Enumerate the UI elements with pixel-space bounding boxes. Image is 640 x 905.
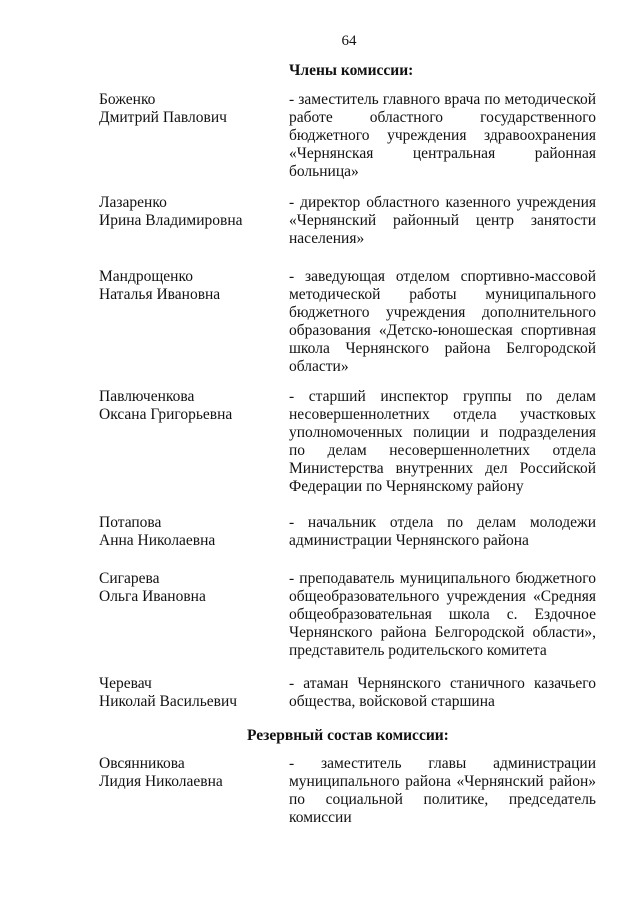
member-surname: Потапова <box>99 514 162 531</box>
member-role: - преподаватель муниципального бюджетного общеобразовательного учреждения «Средняя общеобразовательная школа с. Ездочное Чернянского района Белгородской области», представитель родительского комитета <box>289 570 596 659</box>
member-name <box>99 194 279 230</box>
member-role: - начальник отдела по делам молодежи администрации Чернянского района <box>289 514 596 549</box>
member-surname: Павлюченкова <box>99 388 195 405</box>
members-heading: Члены комиссии: <box>289 62 414 79</box>
reserve-given-names: Лидия Николаевна <box>99 773 223 790</box>
member-surname: Мандрощенко <box>99 268 193 285</box>
member-surname: Черевач <box>99 675 152 692</box>
member-name <box>99 268 279 304</box>
member-role: - заместитель главного врача по методической работе областного государственного бюджетного учреждения здравоохранения «Чернянская центральная районная больница» <box>289 91 596 180</box>
member-given-names: Оксана Григорьевна <box>99 406 233 423</box>
member-given-names: Наталья Ивановна <box>99 286 221 303</box>
member-surname: Лазаренко <box>99 194 167 211</box>
member-role: - директор областного казенного учреждения «Чернянский районный центр занятости населения» <box>289 194 596 247</box>
member-surname: Боженко <box>99 91 156 108</box>
reserve-name <box>99 755 279 791</box>
member-name <box>99 388 279 424</box>
member-name <box>99 570 279 606</box>
page-number: 64 <box>341 33 357 49</box>
member-given-names: Николай Васильевич <box>99 693 238 710</box>
reserve-role: - заместитель главы администрации муниципального района «Чернянский район» по социальной политике, председатель комиссии <box>289 755 596 826</box>
member-name <box>99 91 279 127</box>
member-role: - атаман Чернянского станичного казачьего общества, войсковой старшина <box>289 675 596 710</box>
member-role: - старший инспектор группы по делам несовершеннолетних отдела участковых уполномоченных полиции и подразделения по делам несовершеннолетних отдела Министерства внутренних дел Российской Федерации по Чернянскому району <box>289 388 596 495</box>
member-role: - заведующая отделом спортивно-массовой методической работы муниципального бюджетного учреждения дополнительного образования «Детско-юношеская спортивная школа Чернянского района Белгородской области» <box>289 268 596 375</box>
member-given-names: Ирина Владимировна <box>99 212 243 229</box>
reserve-surname: Овсянникова <box>99 755 185 772</box>
member-given-names: Ольга Ивановна <box>99 588 206 605</box>
member-given-names: Дмитрий Павлович <box>99 109 227 126</box>
member-name <box>99 514 279 550</box>
member-name <box>99 675 279 711</box>
member-surname: Сигарева <box>99 570 160 587</box>
member-given-names: Анна Николаевна <box>99 532 216 549</box>
reserve-heading: Резервный состав комиссии: <box>247 727 449 744</box>
